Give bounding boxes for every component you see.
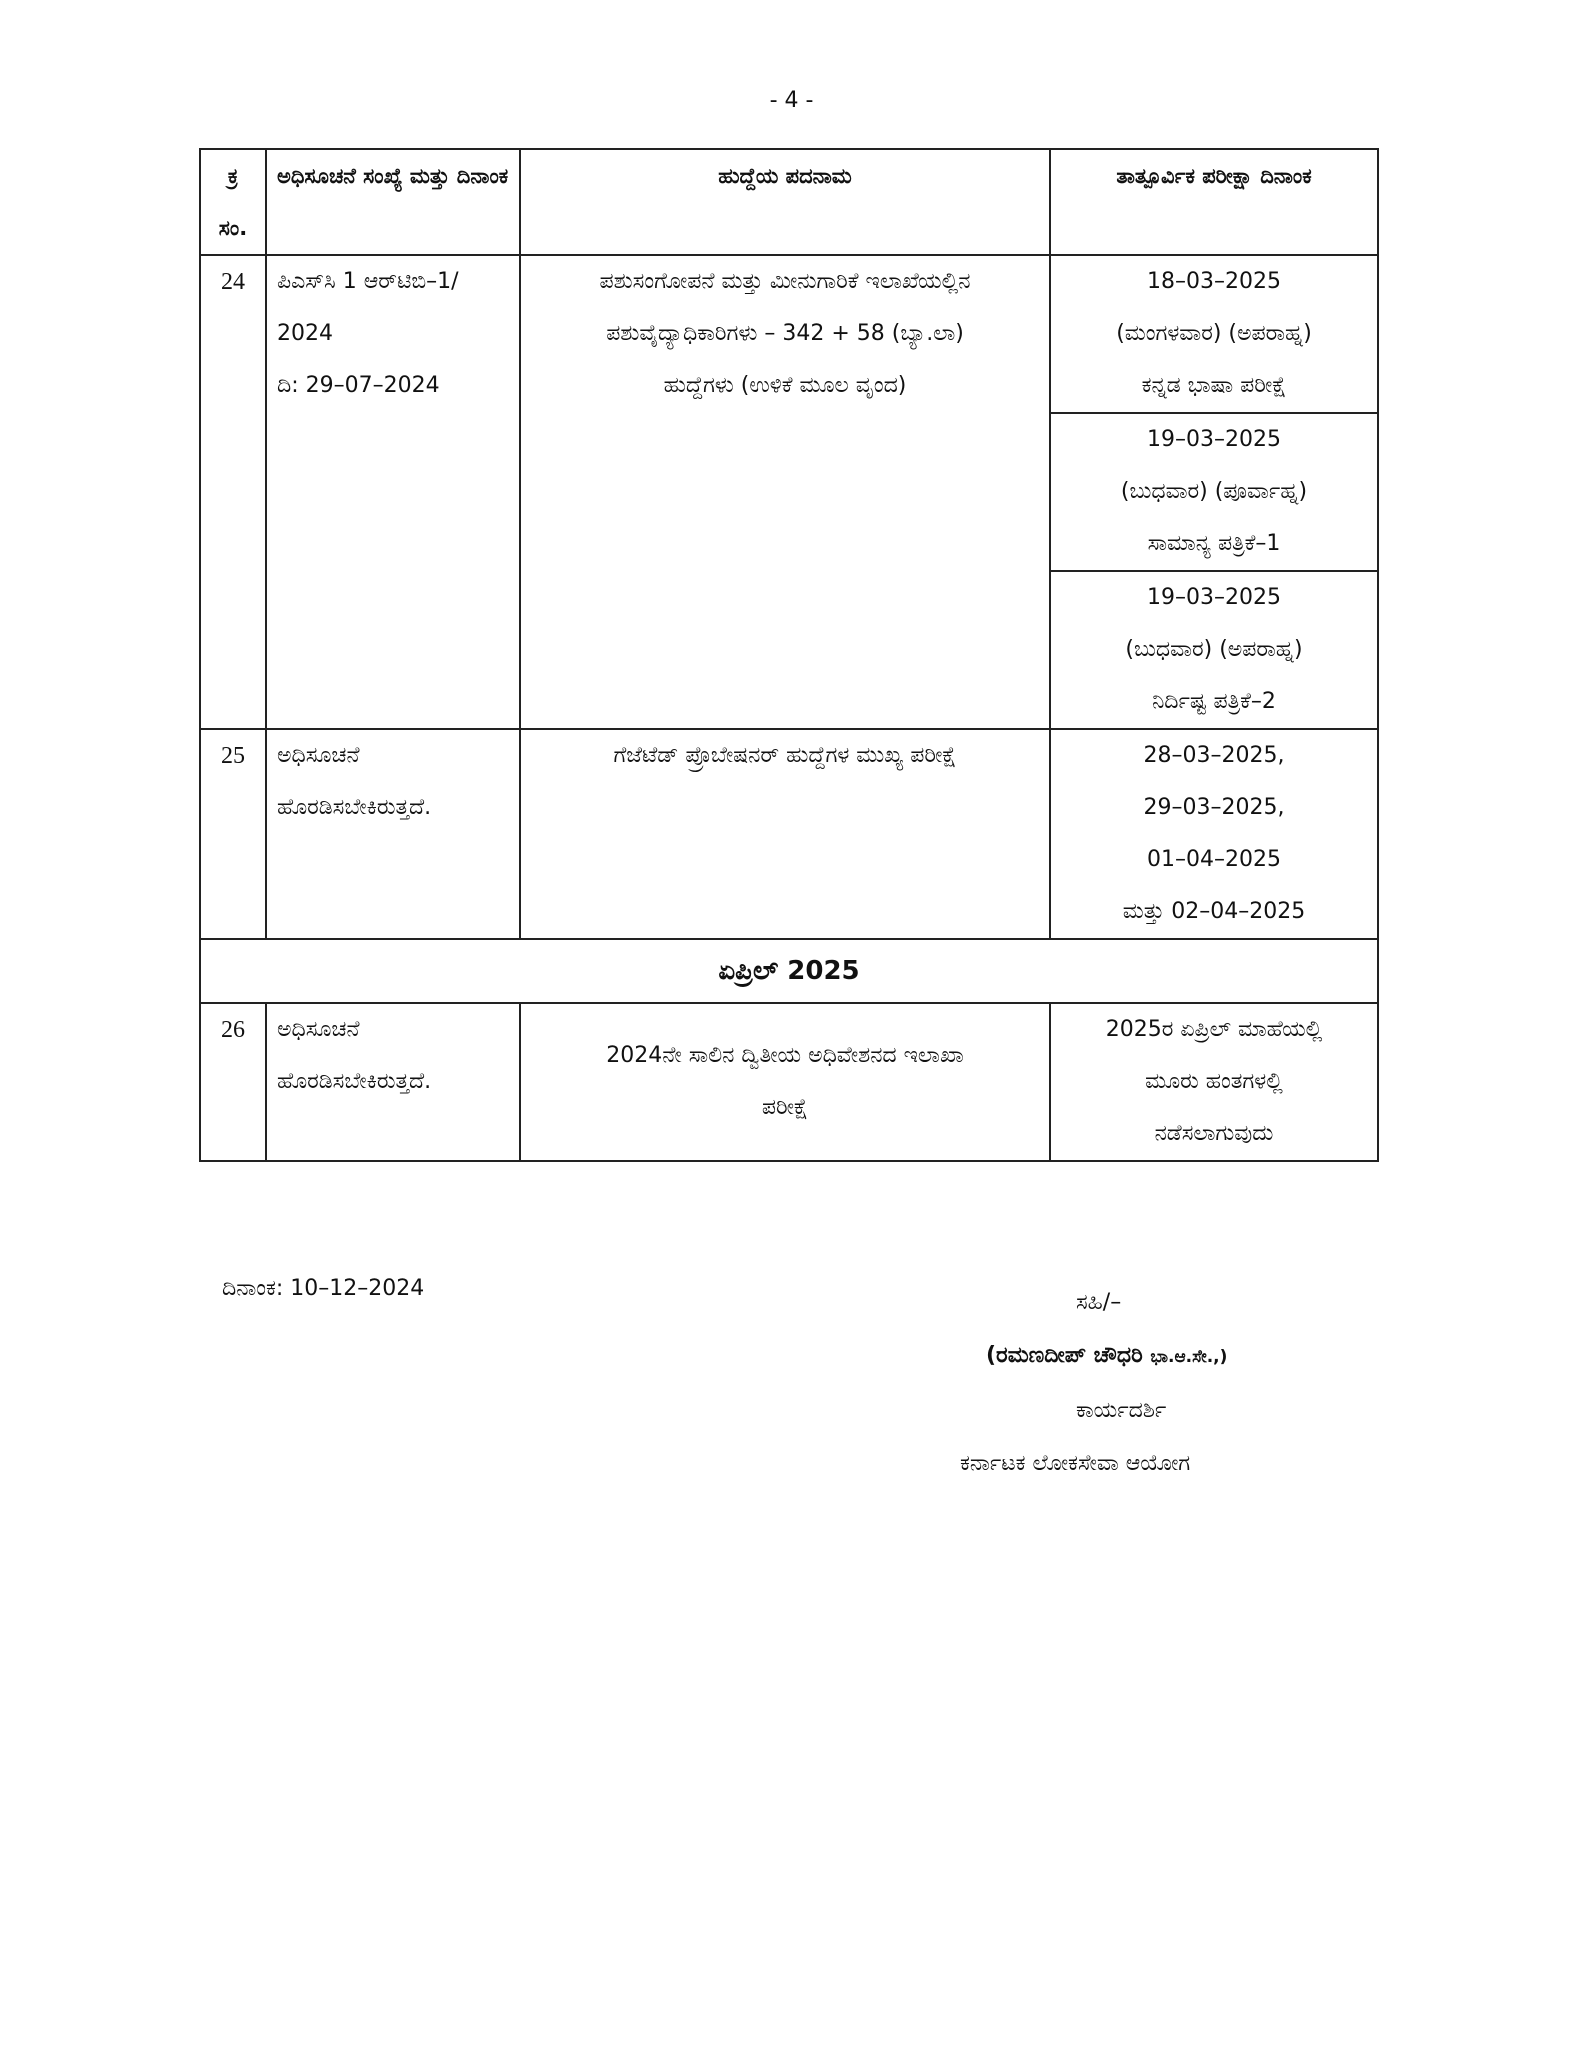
exam-date-cell	[1050, 571, 1378, 729]
serial-cell: 25	[200, 729, 266, 939]
issue-date: ದಿನಾಂಕ: 10–12–2024	[222, 1276, 425, 1301]
signatory-name-text: (ರಮಣದೀಪ್ ಚೌಧರಿ	[986, 1343, 1143, 1368]
exam-date-cell	[1050, 255, 1378, 413]
date-line: ನಡೆಸಲಾಗುವುದು	[1154, 1121, 1274, 1146]
post-line: ಹುದ್ದೆಗಳು (ಉಳಿಕೆ ಮೂಲ ವೃಂದ)	[663, 373, 907, 398]
exam-date-cell	[1050, 729, 1378, 939]
exam-date-cell	[1050, 1003, 1378, 1161]
notification-line: ಪಿಎಸ್‌ಸಿ 1 ಆರ್‌ಟಿಬಿ–1/	[277, 269, 459, 294]
header-post: ಹುದ್ದೆಯ ಪದನಾಮ	[520, 149, 1050, 255]
notification-cell	[266, 729, 520, 939]
exam-date-cell	[1050, 413, 1378, 571]
notification-line: ಹೊರಡಿಸಬೇಕಿರುತ್ತದೆ.	[277, 1069, 432, 1094]
header-notification: ಅಧಿಸೂಚನೆ ಸಂಖ್ಯೆ ಮತ್ತು ದಿನಾಂಕ	[266, 149, 520, 255]
notification-cell	[266, 1003, 520, 1161]
serial-cell: 24	[200, 255, 266, 729]
date-line: ಕನ್ನಡ ಭಾಷಾ ಪರೀಕ್ಷೆ	[1141, 373, 1287, 398]
serial-cell: 26	[200, 1003, 266, 1161]
date-line: ಸಾಮಾನ್ಯ ಪತ್ರಿಕೆ–1	[1147, 531, 1281, 556]
date-line: 18–03–2025	[1147, 269, 1281, 294]
signatory-title-abbr: ಭಾ.ಆ.ಸೇ.,)	[1150, 1347, 1228, 1367]
signatory-designation: ಕಾರ್ಯದರ್ಶಿ	[1076, 1398, 1167, 1423]
post-line: ಪರೀಕ್ಷೆ	[761, 1095, 809, 1120]
date-line: 2025ರ ಏಪ್ರಿಲ್ ಮಾಹೆಯಲ್ಲಿ	[1105, 1017, 1323, 1042]
signature-block	[960, 1276, 1380, 1490]
page-number: - 4 -	[769, 88, 814, 113]
date-line: 28–03–2025,	[1143, 743, 1285, 768]
date-line: 19–03–2025	[1147, 427, 1281, 452]
post-line: 2024ನೇ ಸಾಲಿನ ದ್ವಿತೀಯ ಅಧಿವೇಶನದ ಇಲಾಖಾ	[606, 1043, 964, 1068]
table-row-26	[200, 1003, 1378, 1161]
post-cell	[520, 255, 1050, 729]
table-header-row	[200, 149, 1378, 255]
month-heading: ಏಪ್ರಿಲ್ 2025	[200, 939, 1378, 1003]
date-line: (ಬುಧವಾರ) (ಅಪರಾಹ್ನ)	[1125, 637, 1303, 662]
date-line: (ಬುಧವಾರ) (ಪೂರ್ವಾಹ್ನ)	[1120, 479, 1308, 504]
date-line: ಮೂರು ಹಂತಗಳಲ್ಲಿ	[1145, 1069, 1283, 1094]
table-row-24	[200, 255, 1378, 413]
date-line: (ಮಂಗಳವಾರ) (ಅಪರಾಹ್ನ)	[1116, 321, 1312, 346]
header-serial: ಕ್ರ ಸಂ.	[200, 149, 266, 255]
signatory-name	[960, 1329, 1380, 1384]
post-cell	[520, 1003, 1050, 1161]
post-line: ಪಶುಸಂಗೋಪನೆ ಮತ್ತು ಮೀನುಗಾರಿಕೆ ಇಲಾಖೆಯಲ್ಲಿನ	[599, 269, 971, 294]
post-line: ಪಶುವೈದ್ಯಾಧಿಕಾರಿಗಳು – 342 + 58 (ಬ್ಯಾ.ಲಾ)	[606, 321, 964, 346]
notification-line: ಹೊರಡಿಸಬೇಕಿರುತ್ತದೆ.	[277, 795, 432, 820]
exam-schedule-table	[199, 148, 1379, 1162]
date-line: 01–04–2025	[1147, 847, 1281, 872]
notification-line: ದಿ: 29–07–2024	[277, 373, 440, 398]
notification-line: 2024	[277, 321, 333, 346]
date-line: ಮತ್ತು 02–04–2025	[1122, 899, 1306, 924]
date-line: 29–03–2025,	[1143, 795, 1285, 820]
post-cell	[520, 729, 1050, 939]
date-line: 19–03–2025	[1147, 585, 1281, 610]
notification-cell	[266, 255, 520, 729]
notification-line: ಅಧಿಸೂಚನೆ	[277, 1017, 360, 1042]
table-row-25	[200, 729, 1378, 939]
signed-mark: ಸಹಿ/–	[1076, 1290, 1122, 1315]
date-line: ನಿರ್ದಿಷ್ಟ ಪತ್ರಿಕೆ–2	[1152, 689, 1276, 714]
month-heading-row	[200, 939, 1378, 1003]
header-exam-date: ತಾತ್ಪೂರ್ವಿಕ ಪರೀಕ್ಷಾ ದಿನಾಂಕ	[1050, 149, 1378, 255]
post-line: ಗೆಜೆಟೆಡ್ ಪ್ರೊಬೇಷನರ್ ಹುದ್ದೆಗಳ ಮುಖ್ಯ ಪರೀಕ್ಷೆ	[613, 743, 957, 768]
notification-line: ಅಧಿಸೂಚನೆ	[277, 743, 360, 768]
organization-name: ಕರ್ನಾಟಕ ಲೋಕಸೇವಾ ಆಯೋಗ	[960, 1451, 1191, 1476]
